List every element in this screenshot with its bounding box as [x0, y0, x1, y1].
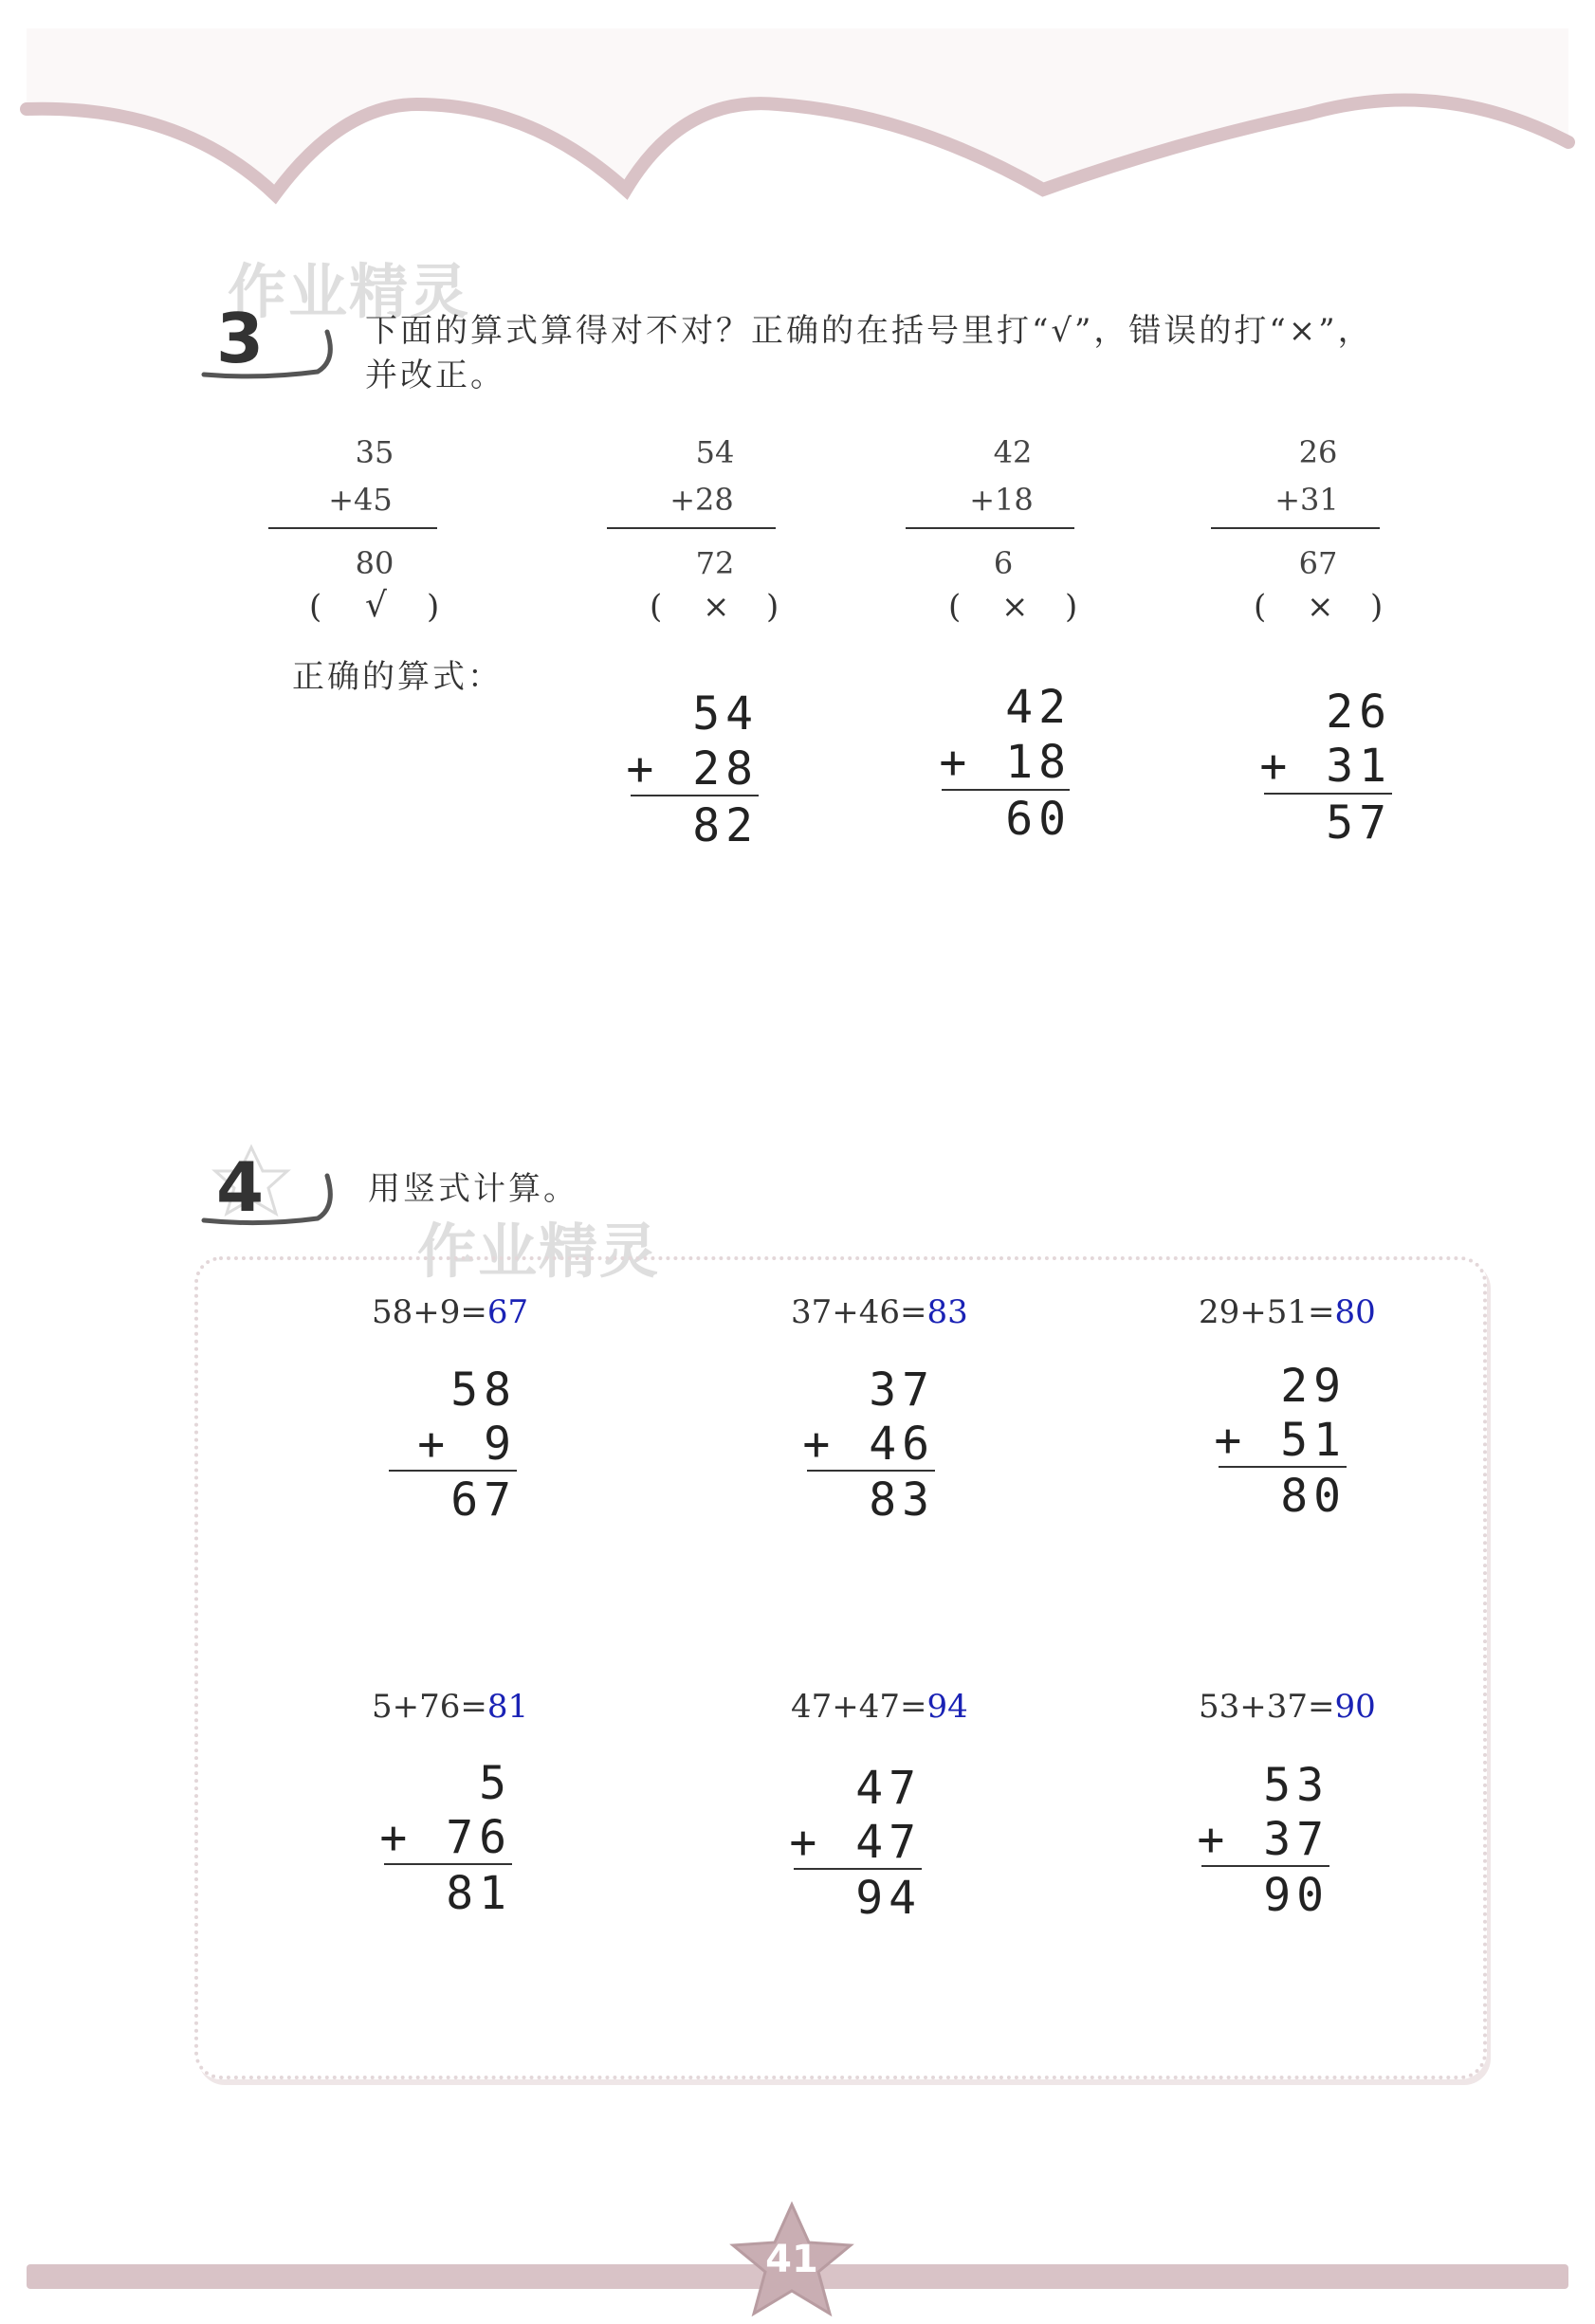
q3-correct-label: 正确的算式： — [292, 658, 503, 696]
q4-p2-answer: 83 — [926, 1293, 968, 1331]
q3-p3-bottom: +18 — [969, 482, 1034, 518]
q3-c1-top: 54 — [692, 687, 759, 741]
q4-p5-rule — [794, 1868, 922, 1870]
q4-p4-equation — [372, 1688, 528, 1726]
q4-p6-bottom: + 37 — [1197, 1813, 1329, 1866]
watermark: 作业精灵 — [228, 257, 471, 326]
q4-p6-equation — [1199, 1688, 1376, 1726]
q3-c3-rule — [1264, 793, 1392, 795]
q3-p1-mark: √ — [365, 586, 387, 625]
q4-p6-rule — [1201, 1865, 1329, 1867]
q4-p3-bottom: + 51 — [1214, 1414, 1347, 1467]
q4-p1-rule — [389, 1470, 517, 1472]
q3-c2-top: 42 — [1005, 681, 1072, 734]
q3-p1-paren-open: ( — [309, 588, 322, 626]
q4-p2-rule — [807, 1470, 935, 1472]
q3-p1-paren-close: ) — [427, 588, 440, 626]
question-number-4: 4 — [216, 1147, 265, 1227]
q4-p3-rule — [1219, 1466, 1347, 1468]
q3-c1-rule — [631, 795, 759, 796]
q3-p4-rule — [1211, 527, 1380, 529]
q4-p5-equation-text: 47+47= — [791, 1688, 927, 1726]
q4-p4-top: 5 — [479, 1757, 512, 1810]
q4-p3-result: 80 — [1280, 1470, 1347, 1523]
q3-p2-top: 54 — [695, 434, 735, 470]
q4-p4-rule — [384, 1863, 512, 1865]
q4-p1-bottom: + 9 — [417, 1418, 517, 1471]
q3-c3-result: 57 — [1326, 796, 1392, 850]
q3-p3-paren-open: ( — [948, 588, 962, 626]
q3-p3-paren-close: ) — [1065, 588, 1078, 626]
q3-p4-paren-open: ( — [1254, 588, 1267, 626]
q4-p4-bottom: + 76 — [379, 1811, 512, 1864]
q3-p4-top: 26 — [1298, 434, 1338, 470]
q3-p2-paren-close: ) — [766, 588, 779, 626]
q4-p1-top: 58 — [450, 1363, 517, 1417]
q4-p2-equation-text: 37+46= — [791, 1293, 927, 1331]
q3-c3-bottom: + 31 — [1259, 740, 1392, 793]
q3-c2-result: 60 — [1005, 793, 1072, 846]
q3-p2-paren-open: ( — [650, 588, 663, 626]
q3-c2-bottom: + 18 — [939, 736, 1072, 789]
q3-p4-paren-close: ) — [1370, 588, 1384, 626]
q3-c3-top: 26 — [1326, 686, 1392, 739]
q4-p3-equation-text: 29+51= — [1199, 1293, 1335, 1331]
q4-p6-result: 90 — [1263, 1869, 1329, 1922]
question-number-3: 3 — [216, 299, 265, 378]
q4-p2-equation — [791, 1293, 968, 1331]
q3-instruction-line1: 下面的算式算得对不对？正确的在括号里打“√”，错误的打“×”， — [365, 312, 1373, 350]
q4-p6-answer: 90 — [1334, 1688, 1376, 1726]
q4-p1-equation — [372, 1293, 528, 1331]
q3-p3-top: 42 — [993, 434, 1033, 470]
q4-p6-equation-text: 53+37= — [1199, 1688, 1335, 1726]
q4-p5-answer: 94 — [926, 1688, 968, 1726]
q3-p4-bottom: +31 — [1274, 482, 1339, 518]
q3-p3-result: 6 — [993, 545, 1014, 581]
q3-p1-bottom: +45 — [328, 482, 393, 518]
q3-p2-mark: × — [703, 588, 730, 626]
q3-c1-bottom: + 28 — [626, 742, 759, 796]
q3-p3-mark: × — [1001, 588, 1029, 626]
q4-p5-result: 94 — [855, 1872, 922, 1925]
q3-p2-rule — [607, 527, 776, 529]
q3-c2-rule — [942, 789, 1070, 791]
q4-p3-answer: 80 — [1334, 1293, 1376, 1331]
q4-p2-top: 37 — [869, 1363, 935, 1417]
q4-p3-top: 29 — [1280, 1360, 1347, 1413]
q3-p2-bottom: +28 — [669, 482, 734, 518]
q3-instruction-line2: 并改正。 — [365, 357, 505, 394]
q3-p1-result: 80 — [355, 545, 394, 581]
q4-p6-top: 53 — [1263, 1759, 1329, 1812]
q4-p3-equation — [1199, 1293, 1376, 1331]
q4-p2-result: 83 — [869, 1473, 935, 1527]
q4-p5-equation — [791, 1688, 968, 1726]
q4-p1-answer: 67 — [486, 1293, 529, 1331]
q4-p1-equation-text: 58+9= — [372, 1293, 487, 1331]
page-number: 41 — [765, 2238, 818, 2281]
watermark: 作业精灵 — [417, 1217, 661, 1286]
q4-p5-bottom: + 47 — [789, 1816, 922, 1869]
q4-p4-answer: 81 — [486, 1688, 529, 1726]
q4-p1-result: 67 — [450, 1473, 517, 1527]
q3-p2-result: 72 — [695, 545, 735, 581]
q4-instruction: 用竖式计算。 — [368, 1170, 578, 1208]
q4-p4-equation-text: 5+76= — [372, 1688, 487, 1726]
q4-p5-top: 47 — [855, 1762, 922, 1815]
q3-p1-top: 35 — [355, 434, 394, 470]
q3-c1-result: 82 — [692, 799, 759, 852]
q4-p2-bottom: + 46 — [802, 1418, 935, 1471]
q3-p4-mark: × — [1307, 588, 1334, 626]
q3-p1-rule — [268, 527, 437, 529]
q3-p4-result: 67 — [1298, 545, 1338, 581]
q4-p4-result: 81 — [446, 1867, 512, 1920]
top-scallop-border — [0, 0, 1595, 218]
q3-p3-rule — [906, 527, 1074, 529]
